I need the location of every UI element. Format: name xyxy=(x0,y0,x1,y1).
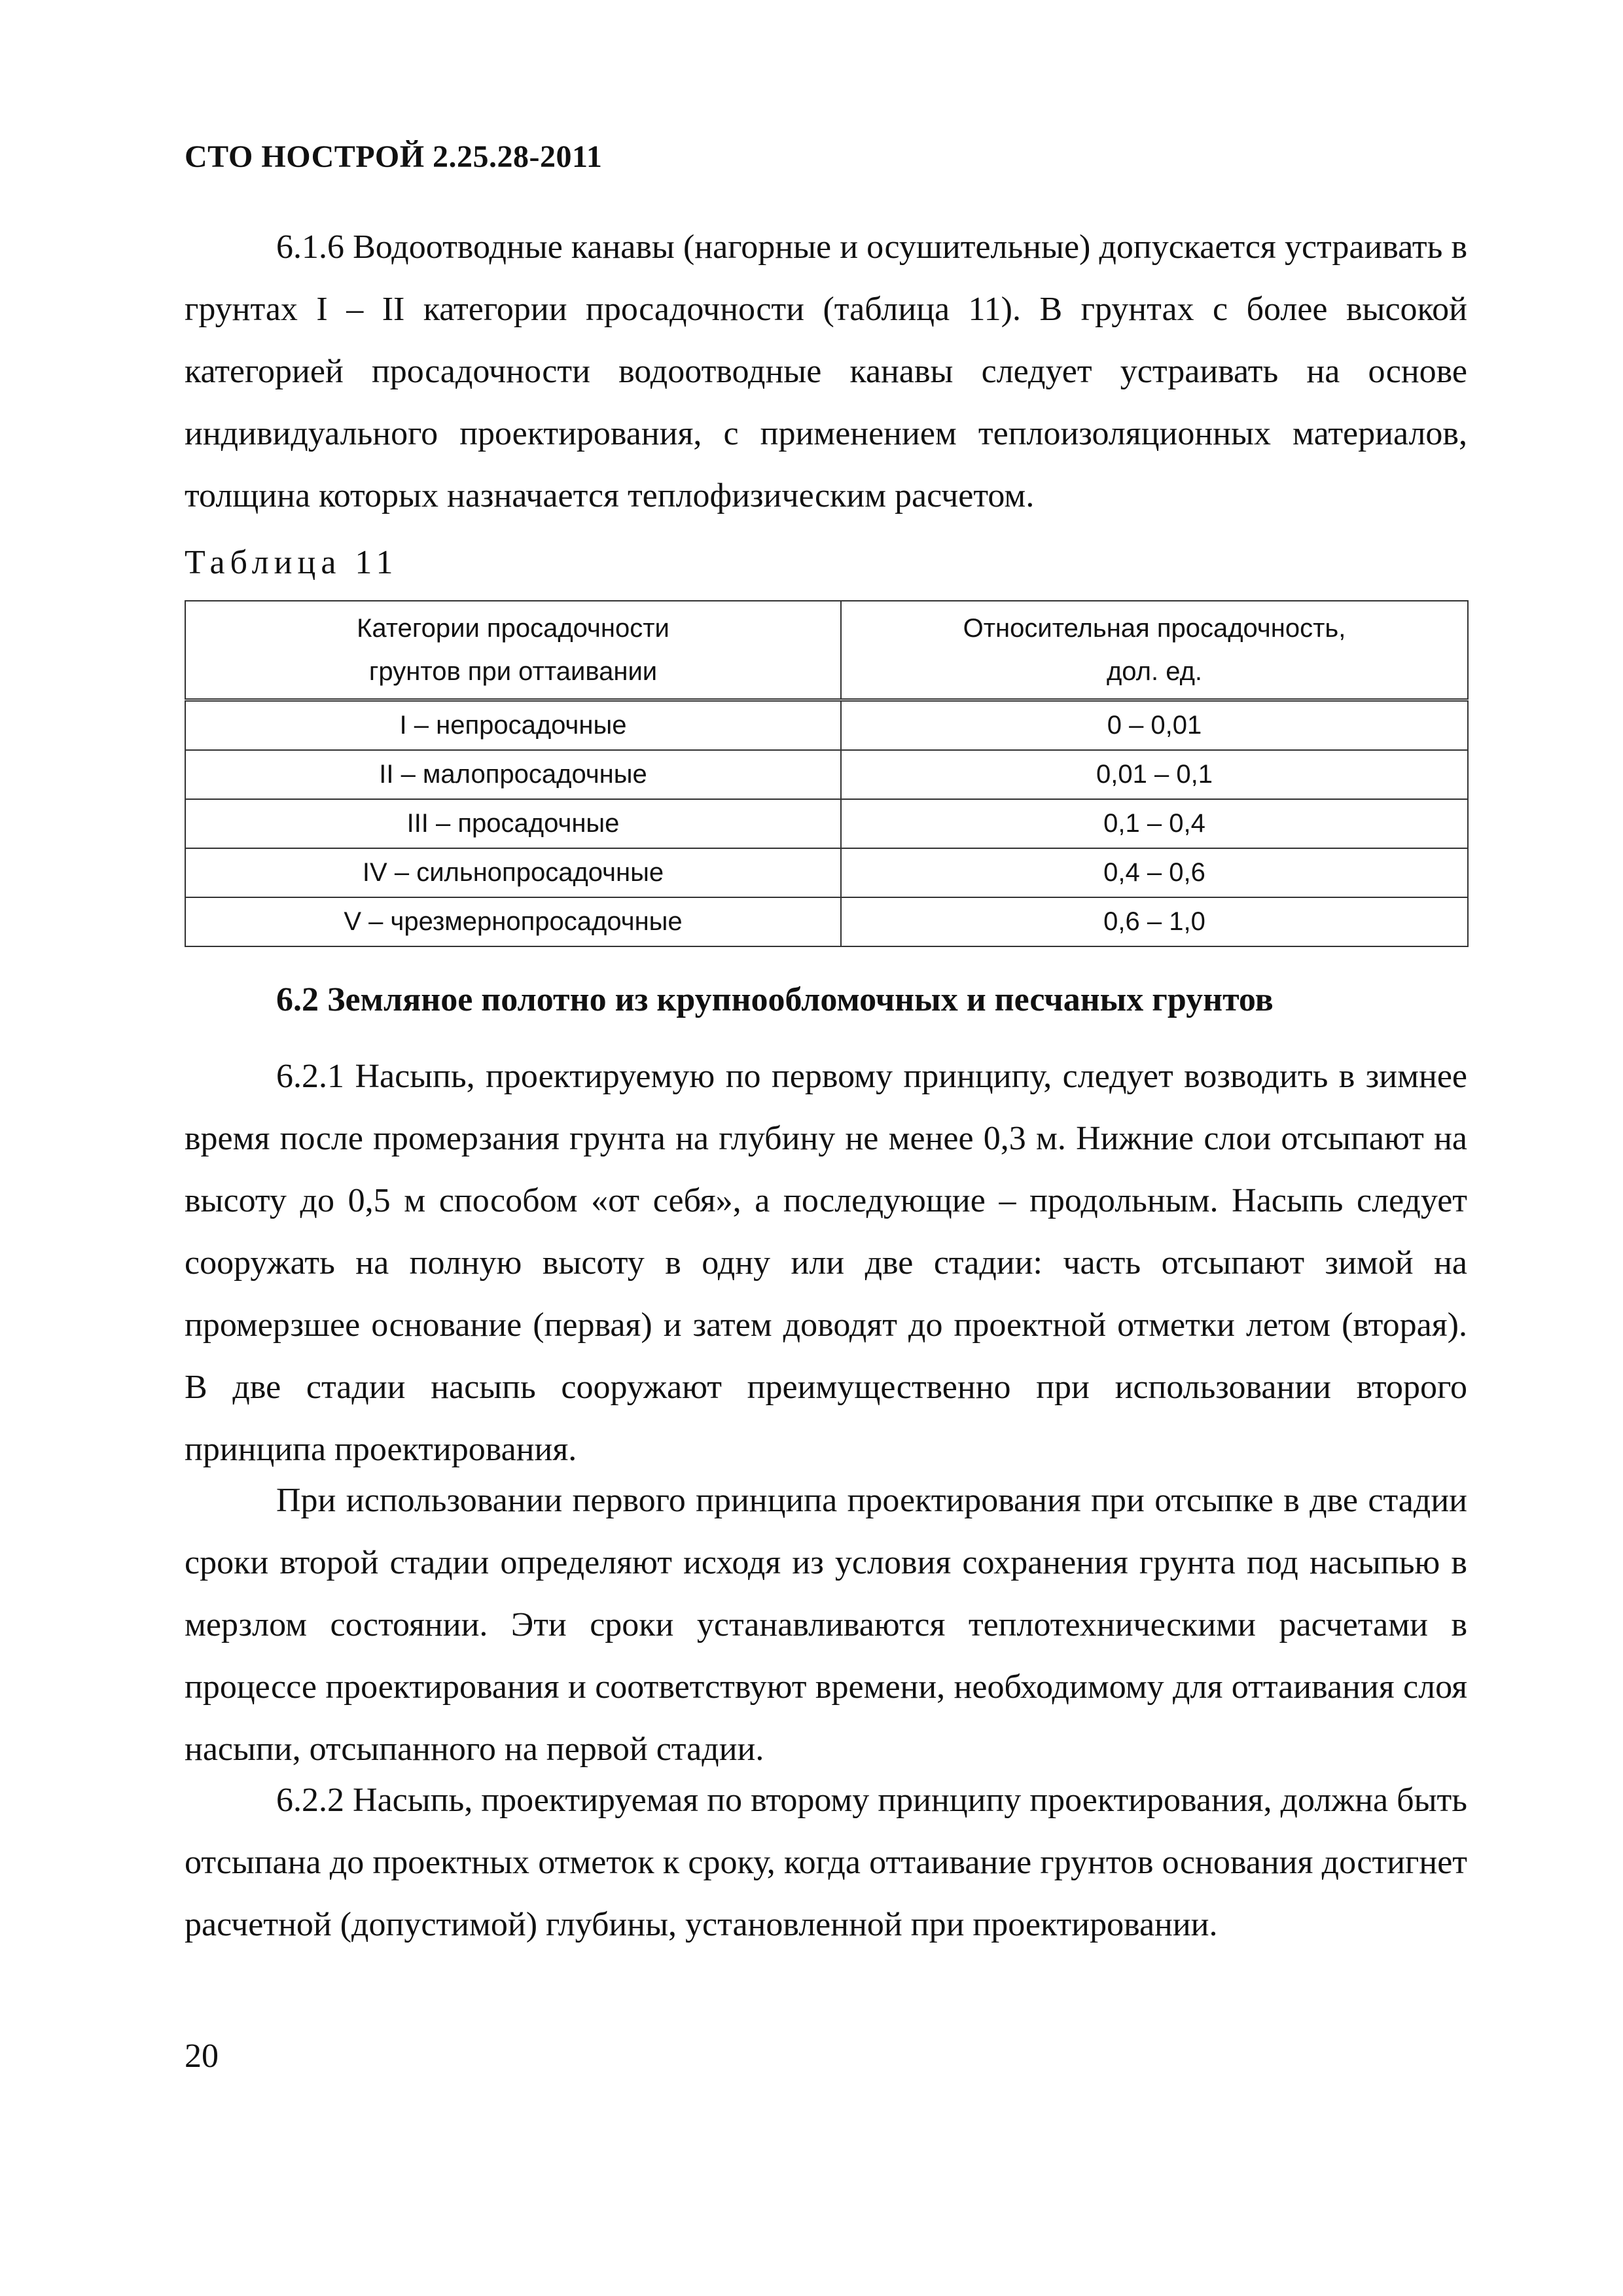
table-row xyxy=(185,750,1468,799)
row-category: II – малопросадочные xyxy=(185,750,841,799)
paragraph-6-2-1-continuation-text: При использовании первого принципа проектирования при отсыпке в две стадии сроки второй стадии определяют исходя из условия сохранения грунта под насыпью в мерзлом состоянии. Эти сроки устанавливаются теплотехническими расчетами в процессе проектирования и соответствуют времени, необходимому для оттаивания слоя насыпи, отсыпанного на первой стадии. xyxy=(185,1482,1467,1768)
table-row xyxy=(185,799,1468,848)
page-number: 20 xyxy=(185,2037,219,2075)
table-caption: Таблица 11 xyxy=(185,544,399,581)
row-value: 0,1 – 0,4 xyxy=(841,799,1468,848)
table-header-row xyxy=(185,601,1468,700)
row-category: I – непросадочные xyxy=(185,700,841,751)
row-value: 0,01 – 0,1 xyxy=(841,750,1468,799)
paragraph-6-1-6-text: 6.1.6 Водоотводные канавы (нагорные и осушительные) допускается устраивать в грунтах I – II категории просадочности (таблица 11). В грунтах с более высокой категорией просадочности водоотводные канавы следует устраивать на основе индивидуального проектирования, с применением теплоизоляционных материалов, толщина которых назначается теплофизическим расчетом. xyxy=(185,228,1467,514)
document-header: СТО НОСТРОЙ 2.25.28-2011 xyxy=(185,139,603,174)
header-value-line1: Относительная просадочность, xyxy=(963,614,1346,643)
row-value: 0,4 – 0,6 xyxy=(841,848,1468,897)
header-category-line2: грунтов при оттаивании xyxy=(368,657,658,686)
subsidence-table xyxy=(185,600,1469,947)
table-row xyxy=(185,700,1468,751)
section-heading-6-2: 6.2 Земляное полотно из крупнообломочных и песчаных грунтов xyxy=(276,981,1274,1018)
paragraph-6-2-2 xyxy=(185,1769,1467,1956)
paragraph-6-2-1 xyxy=(185,1045,1467,1480)
row-category: IV – сильнопросадочные xyxy=(185,848,841,897)
table-header-category xyxy=(185,601,841,700)
paragraph-6-2-2-text: 6.2.2 Насыпь, проектируемая по второму принципу проектирования, должна быть отсыпана до проектных отметок к сроку, когда оттаивание грунтов основания достигнет расчетной (допустимой) глубины, установленной при проектировании. xyxy=(185,1782,1467,1943)
table-header-value xyxy=(841,601,1468,700)
row-category: III – просадочные xyxy=(185,799,841,848)
table-row xyxy=(185,848,1468,897)
paragraph-6-2-1-continuation xyxy=(185,1469,1467,1780)
paragraph-6-2-1-text: 6.2.1 Насыпь, проектируемую по первому принципу, следует возводить в зимнее время после промерзания грунта на глубину не менее 0,3 м. Нижние слои отсыпают на высоту до 0,5 м способом «от себя», а последующие – продольным. Насыпь следует сооружать на полную высоту в одну или две стадии: часть отсыпают зимой на промерзшее основание (первая) и затем доводят до проектной отметки летом (вторая). В две стадии насыпь сооружают преимущественно при использовании второго принципа проектирования. xyxy=(185,1058,1467,1468)
row-category: V – чрезмернопросадочные xyxy=(185,897,841,946)
header-category-line1: Категории просадочности xyxy=(357,614,669,643)
row-value: 0,6 – 1,0 xyxy=(841,897,1468,946)
paragraph-6-1-6 xyxy=(185,216,1467,527)
header-value-line2: дол. ед. xyxy=(1106,657,1203,686)
row-value: 0 – 0,01 xyxy=(841,700,1468,751)
table-row xyxy=(185,897,1468,946)
